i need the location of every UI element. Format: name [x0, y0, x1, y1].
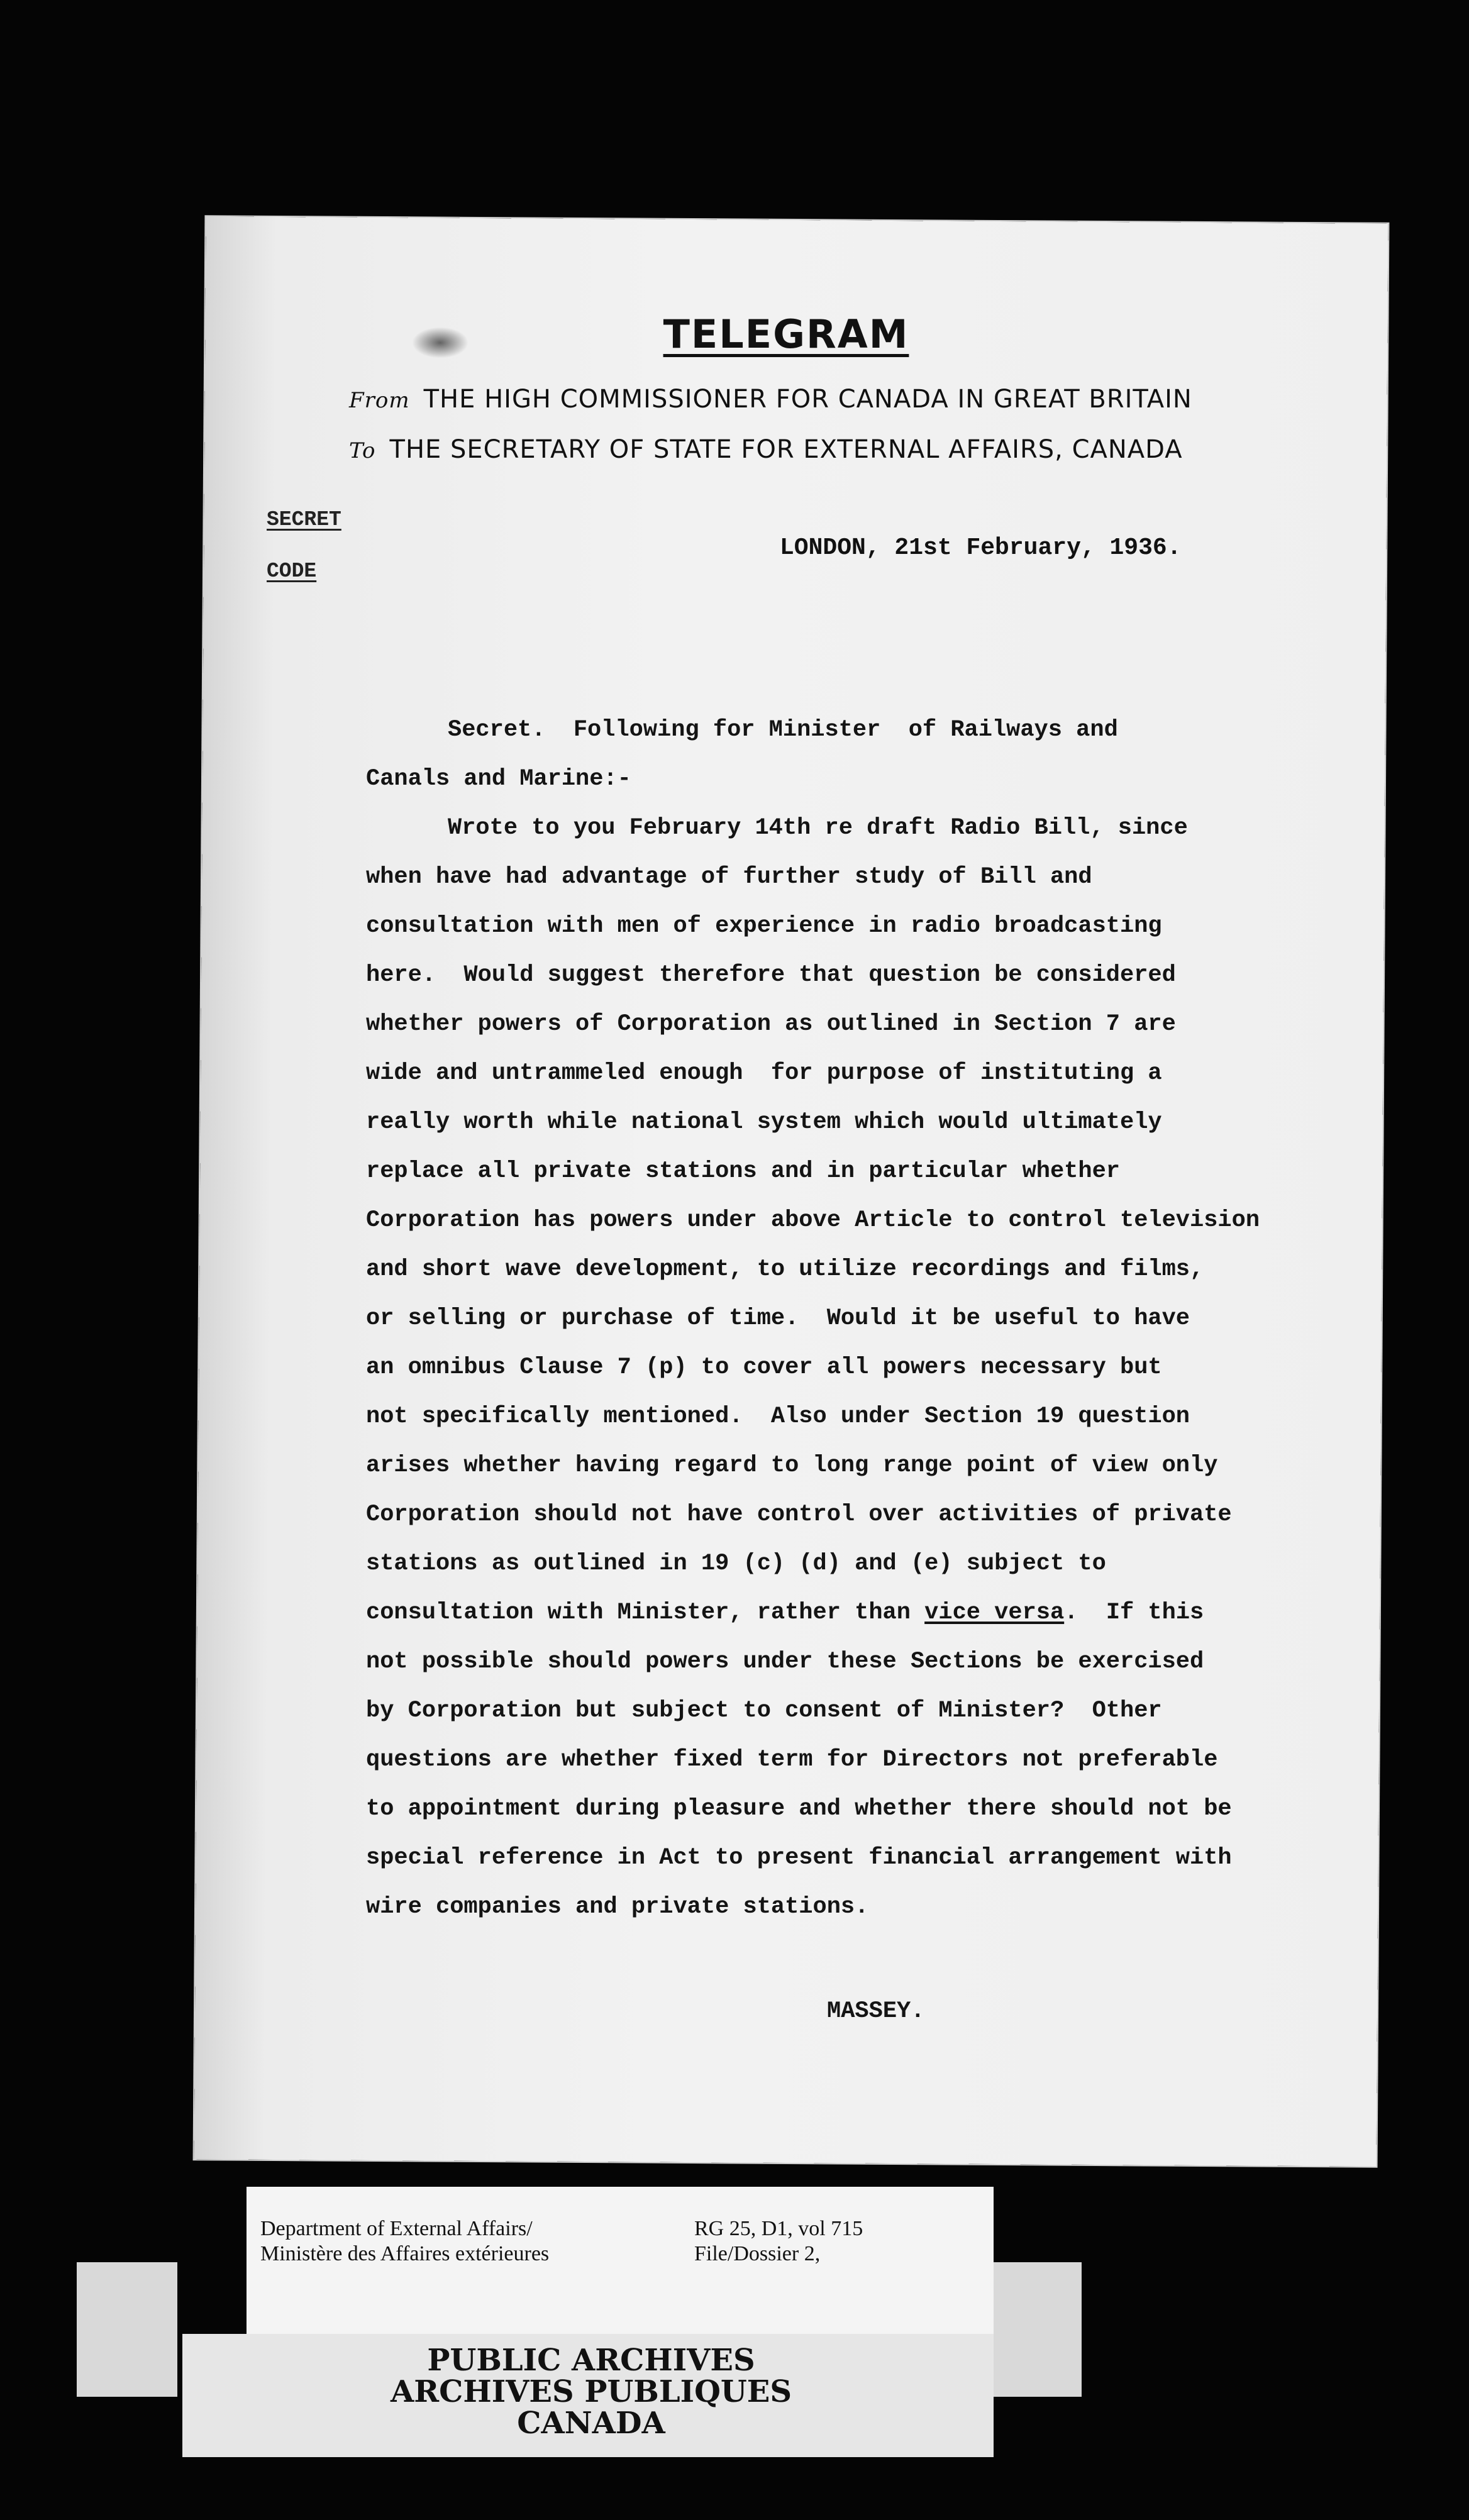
body-line: wire companies and private stations.	[366, 1894, 869, 1920]
file-reference: File/Dossier 2,	[694, 2242, 821, 2265]
body-line: to appointment during pleasure and whether there should not be	[366, 1796, 1232, 1822]
to-line	[349, 435, 1292, 464]
classification-code: CODE	[267, 560, 317, 583]
body-line: Corporation should not have control over activities of private	[366, 1501, 1232, 1528]
document-title: TELEGRAM	[663, 311, 909, 357]
body-line: Wrote to you February 14th re draft Radio Bill, since	[448, 815, 1188, 841]
body-line: Corporation has powers under above Article to control television	[366, 1207, 1260, 1234]
body-line: by Corporation but subject to consent of Minister? Other	[366, 1698, 1162, 1724]
stamp-line-english: PUBLIC ARCHIVES	[427, 2343, 755, 2378]
body-line: here. Would suggest therefore that question be considered	[366, 962, 1176, 988]
from-line	[349, 385, 1292, 414]
archive-card-tab-left	[77, 2262, 177, 2397]
body-line-vice-versa	[366, 1588, 1347, 1637]
stamp-line-french: ARCHIVES PUBLIQUES	[391, 2374, 792, 2409]
body-line: arises whether having regard to long range point of view only	[366, 1452, 1218, 1479]
archive-card-tab-right	[981, 2262, 1082, 2397]
body-line: replace all private stations and in particular whether	[366, 1158, 1120, 1185]
body-line: whether powers of Corporation as outlined in Section 7 are	[366, 1011, 1176, 1037]
classification-secret: SECRET	[267, 508, 341, 531]
body-line: questions are whether fixed term for Directors not preferable	[366, 1747, 1218, 1773]
archive-reference-card	[247, 2187, 994, 2335]
body-line: stations as outlined in 19 (c) (d) and (e) subject to	[366, 1550, 1106, 1577]
vice-after: . If this	[1064, 1600, 1204, 1626]
body-line: wide and untrammeled enough for purpose of instituting a	[366, 1060, 1162, 1086]
to-value: THE SECRETARY OF STATE FOR EXTERNAL AFFAIRS, CANADA	[389, 435, 1183, 464]
body-line: Canals and Marine:-	[366, 766, 631, 792]
vice-versa-term: vice versa	[924, 1600, 1065, 1626]
to-label: To	[349, 438, 376, 463]
ink-smudge	[412, 327, 468, 358]
body-line: or selling or purchase of time. Would it be useful to have	[366, 1305, 1190, 1332]
message-body	[366, 705, 1347, 1931]
body-line: special reference in Act to present financial arrangement with	[366, 1845, 1232, 1871]
body-line: consultation with men of experience in radio broadcasting	[366, 913, 1162, 939]
record-group-reference: RG 25, D1, vol 715	[694, 2217, 863, 2240]
department-french: Ministère des Affaires extérieures	[260, 2242, 550, 2265]
vice-before: consultation with Minister, rather than	[366, 1600, 925, 1626]
signature: MASSEY.	[827, 1998, 925, 2025]
from-label: From	[349, 388, 410, 413]
from-value: THE HIGH COMMISSIONER FOR CANADA IN GREAT BRITAIN	[423, 385, 1192, 414]
body-line: an omnibus Clause 7 (p) to cover all powers necessary but	[366, 1354, 1162, 1381]
body-line: not possible should powers under these Sections be exercised	[366, 1649, 1204, 1675]
body-line: Secret. Following for Minister of Railways and	[448, 717, 1118, 743]
department-english: Department of External Affairs/	[260, 2217, 533, 2240]
body-line: and short wave development, to utilize recordings and films,	[366, 1256, 1204, 1283]
dateline: LONDON, 21st February, 1936.	[780, 534, 1182, 561]
stamp-line-country: CANADA	[517, 2406, 665, 2441]
body-line: really worth while national system which would ultimately	[366, 1109, 1162, 1136]
body-line: when have had advantage of further study of Bill and	[366, 864, 1092, 890]
body-line: not specifically mentioned. Also under Section 19 question	[366, 1403, 1190, 1430]
